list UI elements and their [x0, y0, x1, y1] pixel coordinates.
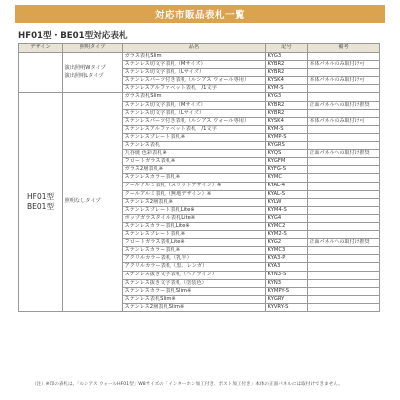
product-note	[308, 125, 380, 133]
product-code: KYAL-S	[266, 190, 308, 198]
product-name: ステンレスカラー表札※	[123, 247, 266, 255]
product-name: ステンレスアルファベット表札 /1文字	[123, 85, 266, 93]
product-note	[308, 303, 380, 311]
product-code: KYA3	[266, 263, 308, 271]
product-name: ステンレス切文字表札（Lサイズ）	[123, 69, 266, 77]
product-code: KYBR2	[266, 61, 308, 69]
product-name: ステンレスパーツ付き表札（ルシアス ウォール専用）	[123, 77, 266, 85]
product-name: ステンレス表札	[123, 142, 266, 150]
page-title-banner: 対応市販品表札一覧	[15, 5, 385, 23]
header-note: 備考	[308, 44, 380, 53]
product-note	[308, 222, 380, 230]
product-note	[308, 206, 380, 214]
header-lighting: 照明タイプ	[63, 44, 123, 53]
product-note	[308, 190, 380, 198]
header-code: 記号	[266, 44, 308, 53]
header-name: 品名	[123, 44, 266, 53]
table-body	[19, 53, 380, 312]
product-name: フロートガラス表札Lite※	[123, 239, 266, 247]
product-note	[308, 255, 380, 263]
product-name: アクリルカラー表札（黒、レンガ）	[123, 263, 266, 271]
lighting-label: 演出照明Lタイプ	[64, 72, 104, 79]
product-name: 九谷焼 色彩表札※	[123, 150, 266, 158]
product-note: 本体パネルのみ取付け可	[308, 77, 380, 85]
product-code: KYLW	[266, 198, 308, 206]
product-code: KYQS	[266, 150, 308, 158]
product-note	[308, 85, 380, 93]
design-cell-blank	[19, 53, 63, 93]
product-code: KYGRY	[266, 295, 308, 303]
product-note	[308, 109, 380, 117]
product-note	[308, 158, 380, 166]
product-note: 本体パネルのみ取付け可	[308, 61, 380, 69]
product-code: KYA3-P	[266, 255, 308, 263]
product-name: ステンレス切文字表札（Mサイズ）	[123, 101, 266, 109]
table-subtitle: HF01型・BE01型対応表札	[18, 31, 128, 41]
product-code: KYM-S	[266, 85, 308, 93]
table-header-row	[19, 44, 380, 53]
product-note	[308, 279, 380, 287]
product-code: KYSK4	[266, 77, 308, 85]
product-name: ステンレスプレート表札※	[123, 231, 266, 239]
product-name: ステンレス切文字表札（Lサイズ）	[123, 109, 266, 117]
product-code: KYBR2	[266, 101, 308, 109]
product-name: ステンレスパーツ付き表札（ルシアス ウォール専用）	[123, 117, 266, 125]
product-name: ステンレスカラー表札※	[123, 174, 266, 182]
design-cell	[19, 93, 63, 312]
product-code: KYN3-S	[266, 271, 308, 279]
product-name: フロートガラス表札※	[123, 158, 266, 166]
product-code: KYG2	[266, 239, 308, 247]
design-label: BE01型	[27, 202, 54, 212]
product-note	[308, 295, 380, 303]
product-name: ステンレス抜き文字表札（ヘアライン）	[123, 271, 266, 279]
product-code: KYM4-S	[266, 206, 308, 214]
product-name: ステンレス表札Slim※	[123, 295, 266, 303]
product-name: ステンレス2層表札Slim※	[123, 303, 266, 311]
product-code: KYM-S	[266, 125, 308, 133]
product-name: ステンレスカラー表札Lite※	[123, 222, 266, 230]
product-code: KYMC2	[266, 222, 308, 230]
footnote: （注）※印の表札は、「ルシアス ウォールHF01型」W8サイズの「インターホン加工付き、ポスト加工付き」本体の正面パネルには取付けできません。	[32, 382, 343, 387]
product-name: ステンレスカラー表札Slim※	[123, 287, 266, 295]
design-label: HF01型	[27, 191, 54, 201]
lighting-cell	[63, 53, 123, 93]
product-note: 正面パネルへの取付け推奨	[308, 239, 380, 247]
product-code: KYVRY-S	[266, 303, 308, 311]
product-code: KYMP-S	[266, 133, 308, 141]
product-name: ステンレスアルファベット表札 /1文字	[123, 125, 266, 133]
product-note: 本体パネルのみ取付け可	[308, 117, 380, 125]
product-note	[308, 271, 380, 279]
product-name: ガラス2層表札※	[123, 166, 266, 174]
product-name: アクリルカラー表札（乳半）	[123, 255, 266, 263]
product-code: KYM2-S	[266, 231, 308, 239]
product-name: クールアルミ表札（スリットデザイン）※	[123, 182, 266, 190]
product-name: ステンレスプレート表札Lite※	[123, 206, 266, 214]
product-code: KYAL-4	[266, 182, 308, 190]
table-row	[19, 93, 380, 101]
product-code: KYG3	[266, 93, 308, 101]
product-code: KYBR2	[266, 109, 308, 117]
product-code: KYGFM	[266, 158, 308, 166]
product-note	[308, 287, 380, 295]
product-code: KYMC	[266, 174, 308, 182]
product-code: KYSK4	[266, 117, 308, 125]
lighting-label: 演出照明Wタイプ	[64, 64, 106, 71]
product-code: KYG3	[266, 53, 308, 61]
product-note	[308, 93, 380, 101]
table-row	[19, 53, 380, 61]
lighting-cell: 照明なしタイプ	[63, 93, 123, 312]
product-name: ステンレス切文字表札（Mサイズ）	[123, 61, 266, 69]
product-note	[308, 247, 380, 255]
product-name: ステンレスプレート表札※	[123, 133, 266, 141]
product-code: KYG4	[266, 214, 308, 222]
product-note	[308, 231, 380, 239]
product-note	[308, 263, 380, 271]
product-note	[308, 214, 380, 222]
product-note	[308, 69, 380, 77]
product-note: 正面パネルへの取付け推奨	[308, 101, 380, 109]
product-name: ステンレス2層表札※	[123, 198, 266, 206]
product-code: KYN3	[266, 279, 308, 287]
product-name: ガラス表札Slim	[123, 93, 266, 101]
product-code: KYBR2	[266, 69, 308, 77]
product-note	[308, 142, 380, 150]
product-name: ステンレス抜き文字表札（塗装色）	[123, 279, 266, 287]
product-note	[308, 182, 380, 190]
product-name: ガラス表札Slim	[123, 53, 266, 61]
product-name: ポップガラスタイル表札Lite※	[123, 214, 266, 222]
product-code: KYFG-S	[266, 166, 308, 174]
product-note	[308, 198, 380, 206]
product-note	[308, 53, 380, 61]
product-code: KYMC3	[266, 247, 308, 255]
product-note	[308, 133, 380, 141]
product-name: クールアルミ表札（無地デザイン）※	[123, 190, 266, 198]
product-code: KYGRS	[266, 142, 308, 150]
product-note	[308, 174, 380, 182]
header-design: デザイン	[19, 44, 63, 53]
product-note	[308, 166, 380, 174]
nameplate-table	[18, 43, 380, 312]
product-code: KYMPY-S	[266, 287, 308, 295]
product-note: 正面パネルへの取付け推奨	[308, 150, 380, 158]
